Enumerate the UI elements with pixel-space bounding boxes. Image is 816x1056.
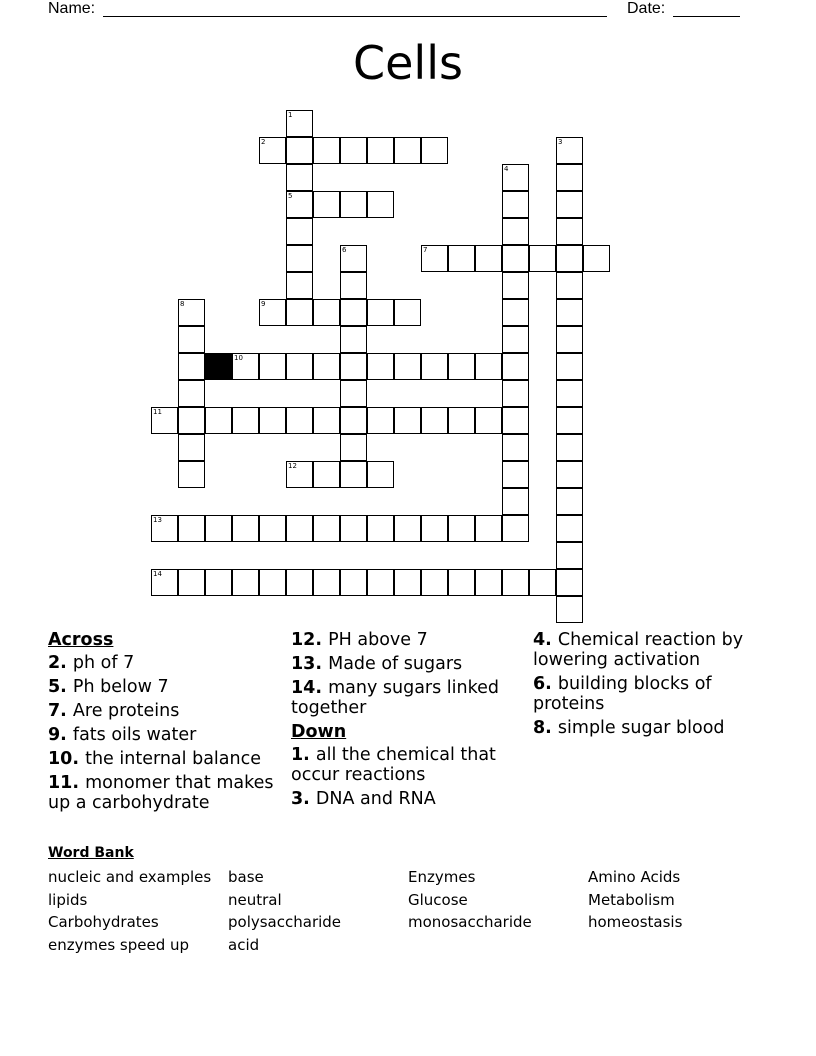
crossword-cell[interactable]: [394, 353, 421, 380]
crossword-cell[interactable]: [178, 434, 205, 461]
clue-text: monomer that makes up a carbohydrate: [48, 773, 274, 813]
clue-text: PH above 7: [328, 630, 428, 650]
crossword-cell[interactable]: [259, 137, 286, 164]
clue-text: building blocks of proteins: [533, 674, 712, 714]
crossword-cell[interactable]: [502, 434, 529, 461]
clue-column-3: [533, 630, 769, 742]
clue-number: 3: [558, 138, 563, 146]
crossword-cell[interactable]: [556, 515, 583, 542]
clue-number: 9: [261, 300, 266, 308]
word-bank-item: Metabolism: [588, 890, 675, 909]
crossword-cell[interactable]: [367, 569, 394, 596]
crossword-cell[interactable]: [556, 434, 583, 461]
clue-number: 2: [261, 138, 266, 146]
crossword-cell[interactable]: [394, 515, 421, 542]
across-heading: Across: [48, 630, 114, 650]
clue-text: DNA and RNA: [315, 789, 436, 809]
crossword-cell[interactable]: [340, 380, 367, 407]
crossword-cell[interactable]: [448, 569, 475, 596]
crossword-cell[interactable]: [178, 515, 205, 542]
crossword-cell[interactable]: [556, 542, 583, 569]
clue-number: 1: [288, 111, 293, 119]
crossword-cell[interactable]: [421, 515, 448, 542]
crossword-cell[interactable]: [286, 569, 313, 596]
clue-number: 14: [153, 570, 162, 578]
crossword-cell[interactable]: [502, 353, 529, 380]
crossword-cell[interactable]: [502, 272, 529, 299]
clue-text: Made of sugars: [328, 654, 463, 674]
crossword-cell[interactable]: [178, 380, 205, 407]
crossword-cell[interactable]: [151, 407, 178, 434]
crossword-cell[interactable]: [151, 569, 178, 596]
crossword-cell[interactable]: [556, 569, 583, 596]
clue-column-2: [291, 630, 527, 813]
crossword-cell[interactable]: [259, 353, 286, 380]
clue-item: [48, 677, 284, 697]
crossword-cell[interactable]: [556, 191, 583, 218]
date-label: Date:: [627, 0, 666, 17]
clue-text: many sugars linked together: [291, 678, 499, 718]
crossword-cell[interactable]: [286, 272, 313, 299]
crossword-cell[interactable]: [556, 164, 583, 191]
crossword-cell[interactable]: [178, 569, 205, 596]
clue-item: [291, 630, 527, 650]
crossword-cell[interactable]: [475, 353, 502, 380]
clue-number-label: 12.: [291, 630, 329, 650]
crossword-cell[interactable]: [367, 137, 394, 164]
clue-item: [533, 674, 769, 714]
crossword-cell[interactable]: [394, 407, 421, 434]
crossword-cell[interactable]: [340, 515, 367, 542]
word-bank-item: polysaccharide: [228, 913, 342, 931]
crossword-cell[interactable]: [502, 164, 529, 191]
crossword-cell[interactable]: [313, 461, 340, 488]
clue-number: 11: [153, 408, 162, 416]
crossword-cell[interactable]: [502, 245, 529, 272]
crossword-cell[interactable]: [178, 407, 205, 434]
crossword-cell[interactable]: [286, 164, 313, 191]
word-bank-item: homeostasis: [588, 913, 683, 931]
clue-text: simple sugar blood: [557, 718, 725, 738]
clue-number-label: 5.: [48, 677, 73, 697]
crossword-cell[interactable]: [340, 407, 367, 434]
crossword-cell[interactable]: [286, 191, 313, 218]
crossword-cell[interactable]: [556, 596, 583, 623]
crossword-cell[interactable]: [178, 326, 205, 353]
crossword-cell[interactable]: [529, 569, 556, 596]
crossword-cell[interactable]: [340, 569, 367, 596]
crossword-cell[interactable]: [475, 407, 502, 434]
word-bank-item: Glucose: [408, 890, 468, 909]
crossword-cell[interactable]: [394, 569, 421, 596]
crossword-cell[interactable]: [340, 461, 367, 488]
crossword-cell[interactable]: [232, 407, 259, 434]
crossword-cell[interactable]: [421, 245, 448, 272]
clue-number-label: 10.: [48, 749, 86, 769]
clue-number-label: 9.: [48, 725, 73, 745]
crossword-cell[interactable]: [286, 137, 313, 164]
word-bank-item: Enzymes: [408, 868, 476, 886]
crossword-cell[interactable]: [313, 137, 340, 164]
crossword-black-cell: [205, 353, 232, 380]
clue-text: Are proteins: [72, 701, 180, 721]
crossword-cell[interactable]: [313, 191, 340, 218]
crossword-cell[interactable]: [286, 407, 313, 434]
clue-number-label: 8.: [533, 718, 558, 738]
crossword-cell[interactable]: [259, 407, 286, 434]
crossword-cell[interactable]: [259, 299, 286, 326]
word-bank-item: nucleic and examples: [48, 868, 212, 886]
clue-text: the internal balance: [85, 749, 261, 769]
clue-item: [291, 678, 527, 718]
crossword-cell[interactable]: [205, 407, 232, 434]
clue-number-label: 6.: [533, 674, 558, 694]
crossword-cell[interactable]: [205, 569, 232, 596]
clue-number-label: 14.: [291, 678, 329, 698]
crossword-cell[interactable]: [556, 137, 583, 164]
crossword-cell[interactable]: [475, 245, 502, 272]
crossword-cell[interactable]: [286, 110, 313, 137]
crossword-cell[interactable]: [178, 353, 205, 380]
word-bank-item: Carbohydrates: [48, 913, 159, 931]
crossword-cell[interactable]: [448, 515, 475, 542]
crossword-cell[interactable]: [475, 569, 502, 596]
clue-item: [48, 725, 284, 745]
crossword-cell[interactable]: [286, 515, 313, 542]
crossword-cell[interactable]: [151, 515, 178, 542]
crossword-cell[interactable]: [448, 353, 475, 380]
clue-text: Chemical reaction by lowering activation: [533, 630, 744, 670]
word-bank-item: Amino Acids: [588, 868, 681, 886]
crossword-cell[interactable]: [313, 353, 340, 380]
crossword-cell[interactable]: [367, 407, 394, 434]
clue-number-label: 11.: [48, 773, 86, 793]
crossword-cell[interactable]: [313, 407, 340, 434]
clue-number: 7: [423, 246, 428, 254]
clue-text: fats oils water: [72, 725, 197, 745]
clue-number-label: 4.: [533, 630, 558, 650]
clue-item: [48, 653, 284, 673]
crossword-cell[interactable]: [340, 137, 367, 164]
crossword-cell[interactable]: [448, 407, 475, 434]
clue-item: [48, 701, 284, 721]
clue-item: [291, 789, 527, 809]
crossword-cell[interactable]: [394, 299, 421, 326]
clue-item: [291, 745, 527, 785]
word-bank-item: enzymes speed up: [48, 935, 190, 954]
crossword-cell[interactable]: [313, 515, 340, 542]
crossword-cell[interactable]: [232, 353, 259, 380]
crossword-cell[interactable]: [502, 488, 529, 515]
clue-number: 12: [288, 462, 297, 470]
crossword-cell[interactable]: [340, 191, 367, 218]
crossword-cell[interactable]: [178, 299, 205, 326]
crossword-cell[interactable]: [556, 488, 583, 515]
crossword-cell[interactable]: [394, 137, 421, 164]
crossword-cell[interactable]: [502, 218, 529, 245]
clue-number: 5: [288, 192, 293, 200]
clue-number-label: 2.: [48, 653, 73, 673]
crossword-cell[interactable]: [556, 380, 583, 407]
crossword-cell[interactable]: [340, 434, 367, 461]
crossword-cell[interactable]: [367, 461, 394, 488]
clue-number-label: 13.: [291, 654, 329, 674]
crossword-cell[interactable]: [259, 515, 286, 542]
crossword-cell[interactable]: [340, 272, 367, 299]
crossword-cell[interactable]: [421, 569, 448, 596]
clue-number: 13: [153, 516, 162, 524]
word-bank-item: base: [228, 868, 264, 886]
crossword-cell[interactable]: [286, 245, 313, 272]
crossword-cell[interactable]: [178, 461, 205, 488]
crossword-cell[interactable]: [313, 299, 340, 326]
name-label: Name:: [48, 0, 96, 17]
crossword-cell[interactable]: [583, 245, 610, 272]
clue-number: 6: [342, 246, 347, 254]
clue-number: 4: [504, 165, 509, 173]
crossword-cell[interactable]: [421, 407, 448, 434]
crossword-cell[interactable]: [448, 245, 475, 272]
crossword-cell[interactable]: [502, 461, 529, 488]
clue-item: [48, 749, 284, 769]
crossword-cell[interactable]: [502, 380, 529, 407]
crossword-cell[interactable]: [556, 245, 583, 272]
clue-text: ph of 7: [72, 653, 135, 673]
crossword-cell[interactable]: [340, 353, 367, 380]
crossword-cell[interactable]: [556, 299, 583, 326]
crossword-cell[interactable]: [367, 191, 394, 218]
crossword-cell[interactable]: [313, 569, 340, 596]
crossword-cell[interactable]: [475, 515, 502, 542]
clue-item: [291, 654, 527, 674]
crossword-cell[interactable]: [367, 299, 394, 326]
crossword-cell[interactable]: [205, 515, 232, 542]
clue-item: [533, 718, 769, 738]
clue-number-label: 3.: [291, 789, 316, 809]
crossword-cell[interactable]: [502, 326, 529, 353]
word-bank-item: lipids: [48, 890, 88, 909]
clue-text: Ph below 7: [72, 677, 169, 697]
crossword-cell[interactable]: [529, 245, 556, 272]
clue-text: all the chemical that occur reactions: [291, 745, 496, 785]
word-bank-item: acid: [228, 935, 260, 954]
clue-number-label: 1.: [291, 745, 316, 765]
crossword-cell[interactable]: [232, 569, 259, 596]
crossword-cell[interactable]: [556, 461, 583, 488]
down-heading: Down: [291, 722, 347, 742]
page-title: Cells: [353, 36, 463, 90]
crossword-cell[interactable]: [556, 326, 583, 353]
crossword-cell[interactable]: [259, 569, 286, 596]
crossword-cell[interactable]: [286, 299, 313, 326]
crossword-cell[interactable]: [340, 245, 367, 272]
crossword-cell[interactable]: [502, 191, 529, 218]
crossword-cell[interactable]: [286, 218, 313, 245]
word-bank-item: monosaccharide: [408, 913, 532, 931]
clue-item: [48, 773, 284, 813]
clue-number: 8: [180, 300, 185, 308]
crossword-cell[interactable]: [502, 515, 529, 542]
crossword-cell[interactable]: [367, 353, 394, 380]
crossword-cell[interactable]: [421, 137, 448, 164]
crossword-cell[interactable]: [502, 407, 529, 434]
crossword-cell[interactable]: [556, 353, 583, 380]
crossword-cell[interactable]: [340, 299, 367, 326]
crossword-cell[interactable]: [286, 461, 313, 488]
crossword-cell[interactable]: [556, 407, 583, 434]
crossword-cell[interactable]: [421, 353, 448, 380]
clue-column-1: [48, 630, 284, 817]
crossword-cell[interactable]: [502, 569, 529, 596]
clue-item: [533, 630, 769, 670]
crossword-cell[interactable]: [286, 353, 313, 380]
crossword-cell[interactable]: [340, 326, 367, 353]
clue-number: 10: [234, 354, 243, 362]
crossword-cell[interactable]: [232, 515, 259, 542]
crossword-cell[interactable]: [556, 218, 583, 245]
word-bank-title: Word Bank: [48, 845, 134, 861]
word-bank-item: neutral: [228, 890, 282, 909]
clue-number-label: 7.: [48, 701, 73, 721]
crossword-cell[interactable]: [556, 272, 583, 299]
crossword-cell[interactable]: [367, 515, 394, 542]
crossword-cell[interactable]: [502, 299, 529, 326]
